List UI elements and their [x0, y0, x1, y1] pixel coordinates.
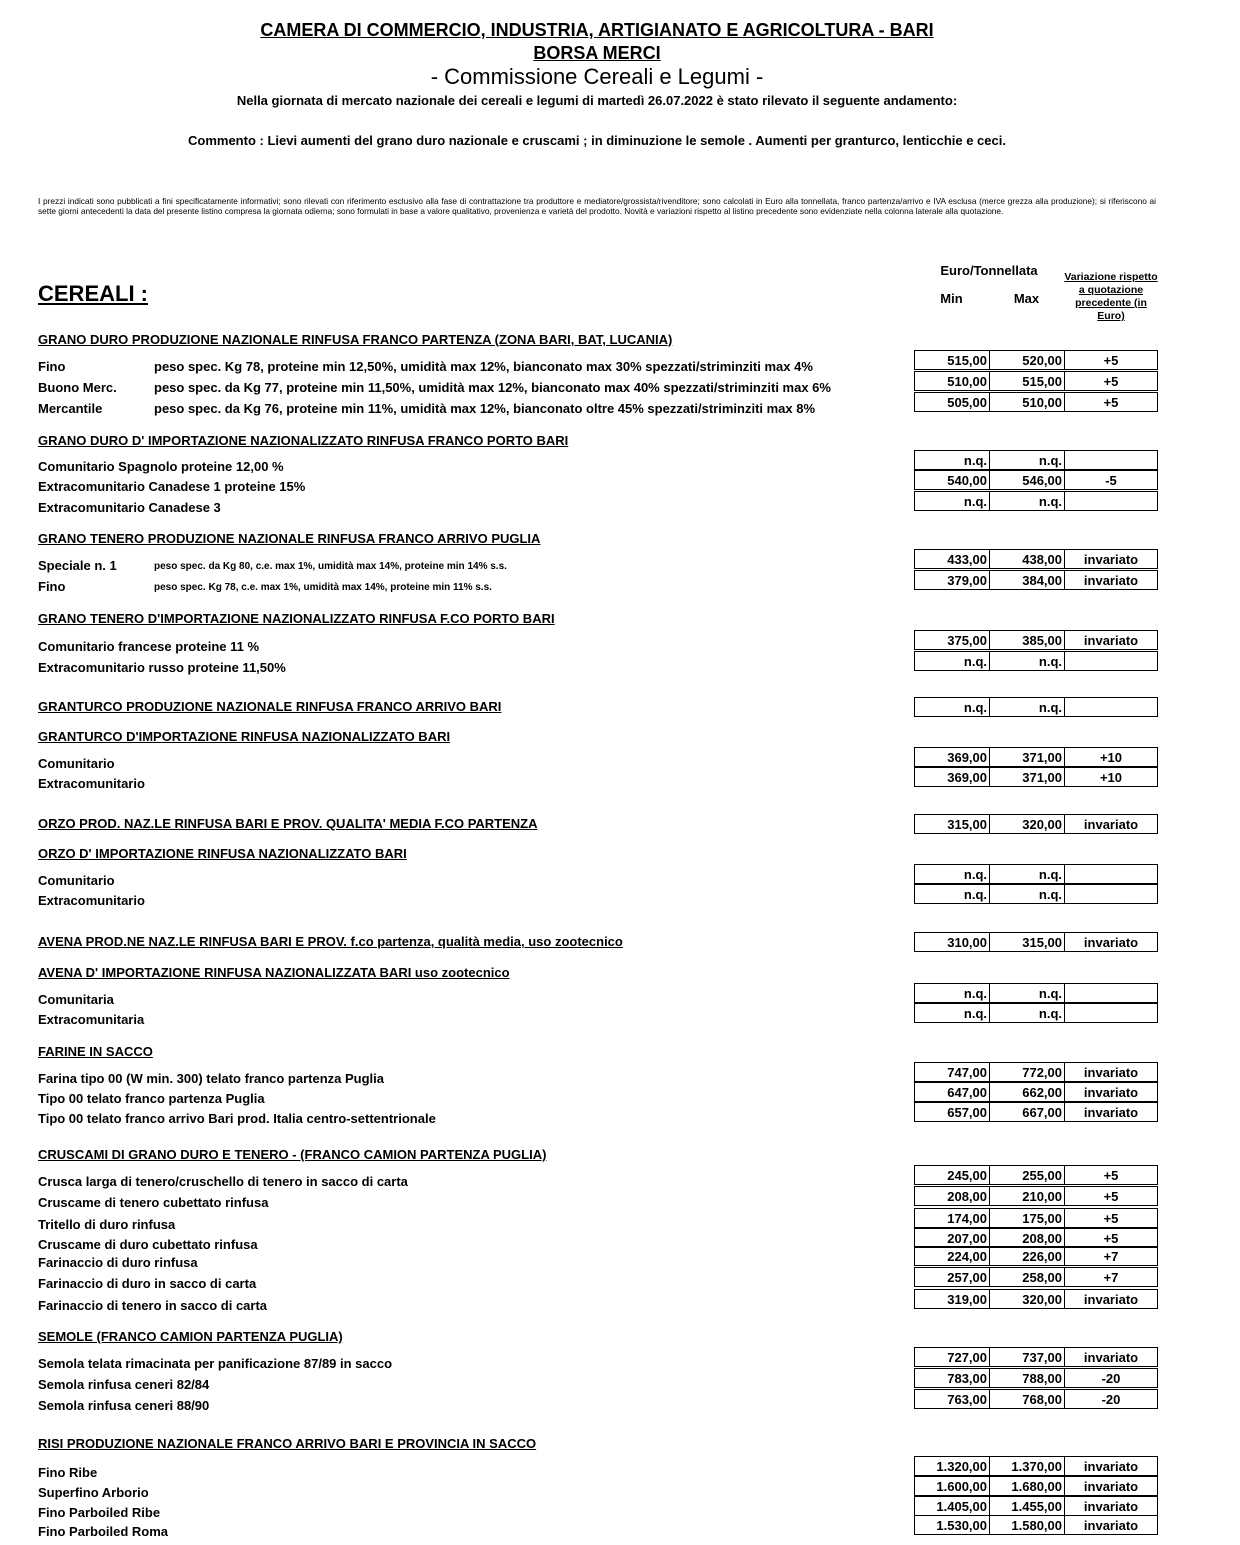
- min-price-cell: 1.530,00: [914, 1515, 989, 1535]
- min-price-cell: 208,00: [914, 1186, 989, 1206]
- item-label: Tipo 00 telato franco partenza Puglia: [38, 1091, 265, 1106]
- variation-cell: [1064, 450, 1158, 470]
- variation-cell: invariato: [1064, 1289, 1158, 1309]
- min-price-cell: 174,00: [914, 1208, 989, 1228]
- min-price-cell: 1.320,00: [914, 1456, 989, 1476]
- section-title: [38, 846, 407, 861]
- item-description: peso spec. da Kg 80, c.e. max 1%, umidità max 14%, proteine min 14% s.s.: [154, 561, 507, 572]
- max-column-header: Max: [1013, 291, 1040, 306]
- section-title: [38, 1147, 546, 1162]
- section-title: [38, 965, 510, 980]
- variation-cell: [1064, 1003, 1158, 1023]
- commission-title: - Commissione Cereali e Legumi -: [430, 64, 764, 89]
- item-description: peso spec. da Kg 77, proteine min 11,50%, umidità max 12%, bianconato max 40% spezzati/striminziti max 6%: [154, 380, 831, 395]
- variation-cell: +10: [1064, 747, 1158, 767]
- item-label: Comunitario: [38, 873, 115, 888]
- variation-cell: [1064, 491, 1158, 511]
- max-price-cell: 371,00: [989, 747, 1064, 767]
- section-title-text: RISI PRODUZIONE NAZIONALE FRANCO ARRIVO BARI E PROVINCIA IN SACCO: [38, 1436, 537, 1451]
- min-column-header: Min: [940, 291, 963, 306]
- section-title: [38, 1436, 536, 1451]
- max-price-cell: 515,00: [989, 371, 1064, 391]
- item-label: Comunitaria: [38, 992, 114, 1007]
- item-label: Farinaccio di duro in sacco di carta: [38, 1276, 257, 1291]
- variation-cell: invariato: [1064, 1102, 1158, 1122]
- item-label: Tritello di duro rinfusa: [38, 1217, 176, 1232]
- min-price-cell: 783,00: [914, 1368, 989, 1388]
- max-price-cell: 255,00: [989, 1165, 1064, 1185]
- section-title-text: GRANTURCO D'IMPORTAZIONE RINFUSA NAZIONALIZZATO BARI: [38, 729, 451, 744]
- max-price-cell: 320,00: [989, 814, 1064, 834]
- max-price-cell: 320,00: [989, 1289, 1064, 1309]
- item-label: Tipo 00 telato franco arrivo Bari prod. Italia centro-settentrionale: [38, 1111, 436, 1126]
- unit-column-header: Euro/Tonnellata: [940, 263, 1038, 278]
- variation-cell: -20: [1064, 1368, 1158, 1388]
- variation-cell: +5: [1064, 1208, 1158, 1228]
- variation-cell: +5: [1064, 1186, 1158, 1206]
- max-price-cell: n.q.: [989, 983, 1064, 1003]
- item-label: Farinaccio di tenero in sacco di carta: [38, 1298, 268, 1313]
- item-label: Cruscame di duro cubettato rinfusa: [38, 1237, 258, 1252]
- min-price-cell: 379,00: [914, 570, 989, 590]
- section-title: [38, 934, 623, 949]
- min-price-cell: n.q.: [914, 864, 989, 884]
- min-price-cell: 224,00: [914, 1246, 989, 1266]
- min-price-cell: n.q.: [914, 983, 989, 1003]
- variation-cell: [1064, 697, 1158, 717]
- max-price-cell: 546,00: [989, 470, 1064, 490]
- min-price-cell: n.q.: [914, 651, 989, 671]
- item-label: Cruscame di tenero cubettato rinfusa: [38, 1195, 269, 1210]
- min-price-cell: n.q.: [914, 491, 989, 511]
- item-label: Farinaccio di duro rinfusa: [38, 1255, 198, 1270]
- min-price-cell: 647,00: [914, 1082, 989, 1102]
- max-price-cell: 772,00: [989, 1062, 1064, 1082]
- min-price-cell: 540,00: [914, 470, 989, 490]
- variation-cell: invariato: [1064, 1062, 1158, 1082]
- section-title-text: GRANO TENERO PRODUZIONE NAZIONALE RINFUSA FRANCO ARRIVO PUGLIA: [38, 531, 541, 546]
- variation-cell: [1064, 651, 1158, 671]
- variation-cell: invariato: [1064, 1347, 1158, 1367]
- max-price-cell: 768,00: [989, 1389, 1064, 1409]
- item-label: Fino Parboiled Ribe: [38, 1505, 161, 1520]
- min-price-cell: 207,00: [914, 1228, 989, 1248]
- max-price-cell: 385,00: [989, 630, 1064, 650]
- variation-cell: +10: [1064, 767, 1158, 787]
- max-price-cell: 667,00: [989, 1102, 1064, 1122]
- variation-cell: -20: [1064, 1389, 1158, 1409]
- variation-cell: invariato: [1064, 1082, 1158, 1102]
- section-title-text: GRANO DURO D' IMPORTAZIONE NAZIONALIZZATO RINFUSA FRANCO PORTO BARI: [38, 433, 569, 448]
- section-title: [38, 332, 672, 347]
- variation-cell: invariato: [1064, 1496, 1158, 1516]
- min-price-cell: 657,00: [914, 1102, 989, 1122]
- section-title-text: GRANO TENERO D'IMPORTAZIONE NAZIONALIZZATO RINFUSA F.CO PORTO BARI: [38, 611, 555, 626]
- min-price-cell: 515,00: [914, 350, 989, 370]
- section-title: [38, 816, 538, 831]
- section-title-text: AVENA D' IMPORTAZIONE RINFUSA NAZIONALIZZATA BARI uso zootecnico: [38, 965, 510, 980]
- variation-cell: invariato: [1064, 630, 1158, 650]
- max-price-cell: 1.680,00: [989, 1476, 1064, 1496]
- item-description: peso spec. Kg 78, c.e. max 1%, umidità max 14%, proteine min 11% s.s.: [154, 582, 492, 593]
- max-price-cell: 258,00: [989, 1267, 1064, 1287]
- section-title: [38, 729, 450, 744]
- max-price-cell: 510,00: [989, 392, 1064, 412]
- item-label: Extracomunitario: [38, 893, 145, 908]
- min-price-cell: 310,00: [914, 932, 989, 952]
- variation-cell: +5: [1064, 350, 1158, 370]
- max-price-cell: 662,00: [989, 1082, 1064, 1102]
- item-label: Fino: [38, 579, 66, 594]
- min-price-cell: 433,00: [914, 549, 989, 569]
- min-price-cell: 1.600,00: [914, 1476, 989, 1496]
- item-description: peso spec. da Kg 76, proteine min 11%, umidità max 12%, bianconato oltre 45% spezzati/striminziti max 8%: [154, 401, 816, 416]
- section-title-text: GRANTURCO PRODUZIONE NAZIONALE RINFUSA FRANCO ARRIVO BARI: [38, 699, 502, 714]
- min-price-cell: 727,00: [914, 1347, 989, 1367]
- max-price-cell: n.q.: [989, 864, 1064, 884]
- item-label: Mercantile: [38, 401, 103, 416]
- item-label: Semola rinfusa ceneri 82/84: [38, 1377, 210, 1392]
- item-label: Fino Parboiled Roma: [38, 1524, 169, 1539]
- max-price-cell: n.q.: [989, 884, 1064, 904]
- max-price-cell: 1.370,00: [989, 1456, 1064, 1476]
- variation-cell: +5: [1064, 1165, 1158, 1185]
- variation-cell: [1064, 884, 1158, 904]
- variation-cell: invariato: [1064, 932, 1158, 952]
- max-price-cell: n.q.: [989, 1003, 1064, 1023]
- max-price-cell: 175,00: [989, 1208, 1064, 1228]
- section-title: [38, 531, 540, 546]
- section-title-text: AVENA PROD.NE NAZ.LE RINFUSA BARI E PROV.: [38, 934, 347, 949]
- item-label: Semola rinfusa ceneri 88/90: [38, 1398, 210, 1413]
- section-title-text: GRANO DURO PRODUZIONE NAZIONALE RINFUSA FRANCO PARTENZA (ZONA BARI, BAT, LUCANIA): [38, 332, 673, 347]
- item-label: Extracomunitario Canadese 1 proteine 15%: [38, 479, 306, 494]
- variation-cell: invariato: [1064, 1515, 1158, 1535]
- section-title: [38, 1044, 153, 1059]
- min-price-cell: 747,00: [914, 1062, 989, 1082]
- item-label: Fino Ribe: [38, 1465, 98, 1480]
- max-price-cell: 1.455,00: [989, 1496, 1064, 1516]
- variation-cell: +5: [1064, 392, 1158, 412]
- market-comment: Commento : Lievi aumenti del grano duro nazionale e cruscami ; in diminuzione le semole . Aumenti per granturco, lenticchie e ceci.: [188, 133, 1006, 148]
- max-price-cell: n.q.: [989, 450, 1064, 470]
- max-price-cell: n.q.: [989, 491, 1064, 511]
- variation-cell: [1064, 983, 1158, 1003]
- max-price-cell: 371,00: [989, 767, 1064, 787]
- section-title: [38, 1329, 343, 1344]
- item-label: Fino: [38, 359, 66, 374]
- item-label: Buono Merc.: [38, 380, 117, 395]
- variation-column-header: Variazione rispetto a quotazione precedente (in Euro): [1064, 271, 1158, 322]
- item-label: Crusca larga di tenero/cruschello di tenero in sacco di carta: [38, 1174, 408, 1189]
- min-price-cell: 505,00: [914, 392, 989, 412]
- max-price-cell: 520,00: [989, 350, 1064, 370]
- max-price-cell: 1.580,00: [989, 1515, 1064, 1535]
- item-label: Superfino Arborio: [38, 1485, 149, 1500]
- section-title-text: ORZO PROD. NAZ.LE RINFUSA BARI E PROV. QUALITA' MEDIA F.CO PARTENZA: [38, 816, 538, 831]
- min-price-cell: n.q.: [914, 1003, 989, 1023]
- min-price-cell: n.q.: [914, 697, 989, 717]
- max-price-cell: 315,00: [989, 932, 1064, 952]
- variation-cell: +7: [1064, 1267, 1158, 1287]
- item-label: Extracomunitario russo proteine 11,50%: [38, 660, 286, 675]
- item-label: Comunitario francese proteine 11 %: [38, 639, 260, 654]
- borsa-merci-title: BORSA MERCI: [533, 43, 661, 63]
- variation-cell: +7: [1064, 1246, 1158, 1266]
- item-description: peso spec. Kg 78, proteine min 12,50%, umidità max 12%, bianconato max 30% spezzati/striminziti max 4%: [154, 359, 813, 374]
- min-price-cell: 375,00: [914, 630, 989, 650]
- section-title: [38, 699, 501, 714]
- min-price-cell: 369,00: [914, 747, 989, 767]
- section-title-text: FARINE IN SACCO: [38, 1044, 153, 1059]
- item-label: Extracomunitaria: [38, 1012, 145, 1027]
- max-price-cell: 788,00: [989, 1368, 1064, 1388]
- section-title: [38, 611, 555, 626]
- variation-cell: invariato: [1064, 1456, 1158, 1476]
- max-price-cell: 208,00: [989, 1228, 1064, 1248]
- chamber-title: CAMERA DI COMMERCIO, INDUSTRIA, ARTIGIANATO E AGRICOLTURA - BARI: [260, 20, 934, 40]
- market-day-line: Nella giornata di mercato nazionale dei cereali e legumi di martedì 26.07.2022 è stato rilevato il seguente andamento:: [236, 93, 958, 108]
- min-price-cell: 763,00: [914, 1389, 989, 1409]
- item-label: Comunitario: [38, 756, 115, 771]
- max-price-cell: 226,00: [989, 1246, 1064, 1266]
- variation-cell: +5: [1064, 1228, 1158, 1248]
- variation-cell: invariato: [1064, 570, 1158, 590]
- variation-cell: invariato: [1064, 814, 1158, 834]
- section-title-text: ORZO D' IMPORTAZIONE RINFUSA NAZIONALIZZATO BARI: [38, 846, 407, 861]
- variation-cell: invariato: [1064, 549, 1158, 569]
- section-title: [38, 433, 568, 448]
- max-price-cell: n.q.: [989, 697, 1064, 717]
- variation-cell: -5: [1064, 470, 1158, 490]
- min-price-cell: n.q.: [914, 450, 989, 470]
- variation-cell: [1064, 864, 1158, 884]
- max-price-cell: 210,00: [989, 1186, 1064, 1206]
- item-label: Speciale n. 1: [38, 558, 117, 573]
- variation-cell: +5: [1064, 371, 1158, 391]
- variation-cell: invariato: [1064, 1476, 1158, 1496]
- min-price-cell: 319,00: [914, 1289, 989, 1309]
- min-price-cell: 1.405,00: [914, 1496, 989, 1516]
- item-label: Semola telata rimacinata per panificazione 87/89 in sacco: [38, 1356, 393, 1371]
- disclaimer-text: I prezzi indicati sono pubblicati a fini specificatamente informativi; sono rilevati con riferimento esclusivo alla fase di contrattazione tra produttore e mediatore/grossista/rivenditore; sono calcolati in Euro alla tonnellata, franco partenza/arrivo e IVA esclusa (merce grezza alla produzione); si riferiscono ai sette giorni antecedenti la data del presente listino compresa la giornata odierna; sono formulati in base a valore qualitativo, provenienza e varietà del prodotto. Novità e variazioni rispetto al listino precedente sono evidenziate nella colonna laterale alla quotazione.: [38, 196, 1156, 216]
- item-label: Extracomunitario Canadese 3: [38, 500, 221, 515]
- section-title-text: SEMOLE (FRANCO CAMION PARTENZA PUGLIA): [38, 1329, 343, 1344]
- max-price-cell: 438,00: [989, 549, 1064, 569]
- max-price-cell: 737,00: [989, 1347, 1064, 1367]
- min-price-cell: 315,00: [914, 814, 989, 834]
- section-title-suffix: f.co partenza, qualità media, uso zootecnico: [346, 934, 623, 949]
- item-label: Farina tipo 00 (W min. 300) telato franco partenza Puglia: [38, 1071, 385, 1086]
- max-price-cell: n.q.: [989, 651, 1064, 671]
- max-price-cell: 384,00: [989, 570, 1064, 590]
- item-label: Comunitario Spagnolo proteine 12,00 %: [38, 459, 284, 474]
- min-price-cell: 245,00: [914, 1165, 989, 1185]
- cereali-heading: CEREALI :: [38, 281, 148, 306]
- min-price-cell: 369,00: [914, 767, 989, 787]
- min-price-cell: n.q.: [914, 884, 989, 904]
- min-price-cell: 257,00: [914, 1267, 989, 1287]
- min-price-cell: 510,00: [914, 371, 989, 391]
- section-title-text: CRUSCAMI DI GRANO DURO E TENERO - (FRANCO CAMION PARTENZA PUGLIA): [38, 1147, 547, 1162]
- item-label: Extracomunitario: [38, 776, 145, 791]
